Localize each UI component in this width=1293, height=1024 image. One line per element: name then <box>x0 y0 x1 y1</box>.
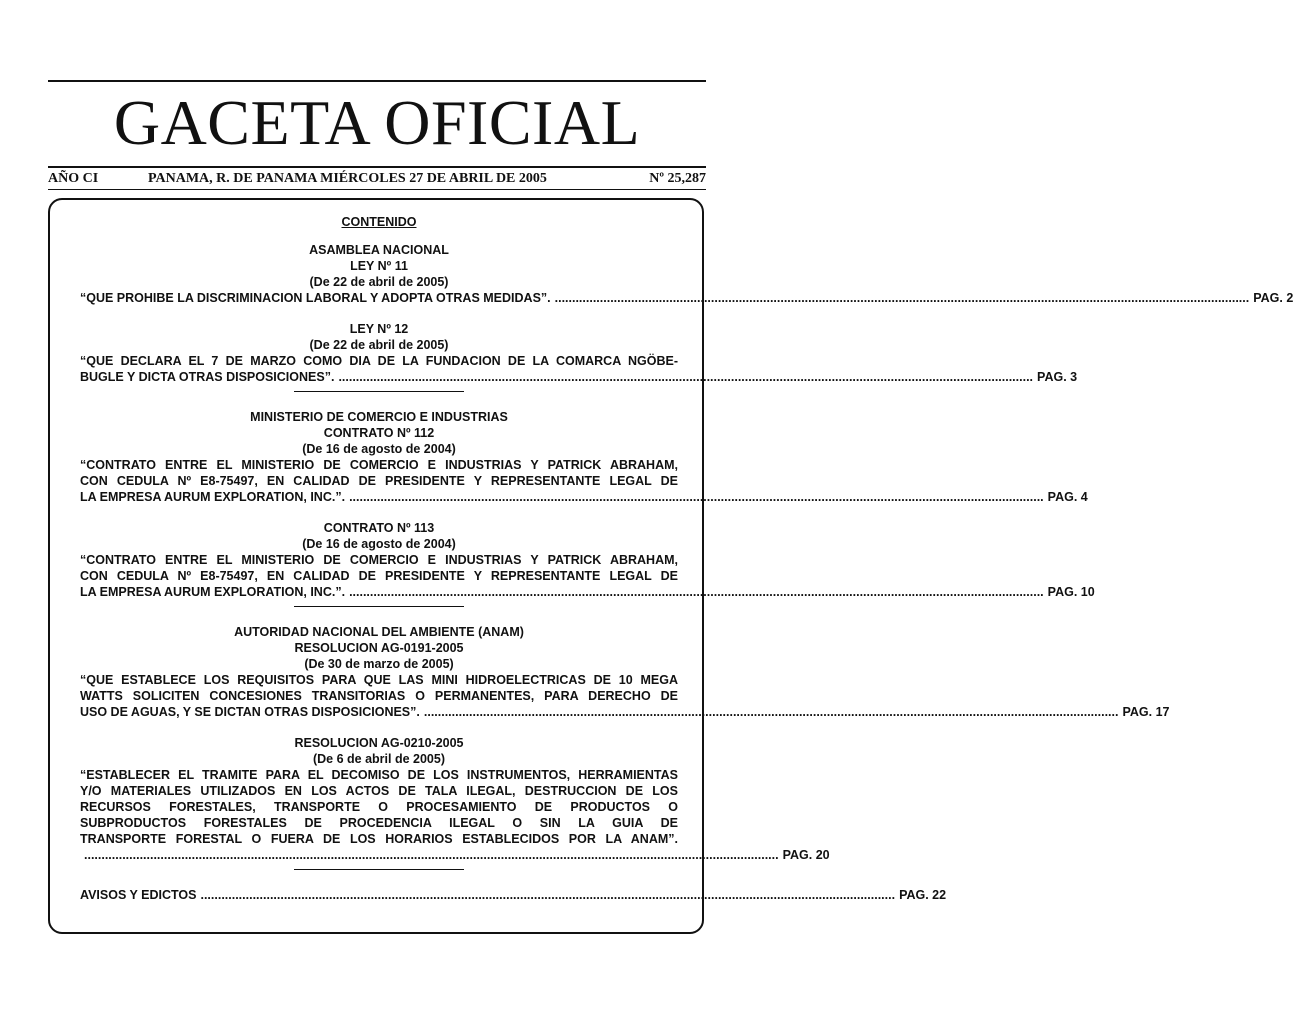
item-page-ref: PAG. 20 <box>782 848 830 862</box>
section-divider <box>294 391 464 392</box>
issue-info-bar <box>48 169 706 189</box>
item-page-ref: PAG. 17 <box>1122 705 1170 719</box>
item-date: (De 30 de marzo de 2005) <box>304 657 454 671</box>
section-divider <box>294 869 464 870</box>
item-page-line <box>80 489 1088 505</box>
item-title: CONTRATO Nº 112 <box>323 426 435 440</box>
info-rule <box>48 189 706 190</box>
section-institution: MINISTERIO DE COMERCIO E INDUSTRIAS <box>250 410 508 424</box>
dot-leader: ........................................................................................................................................................................................................ <box>84 848 779 862</box>
item-date: (De 16 de agosto de 2004) <box>302 442 456 456</box>
item-date: (De 16 de agosto de 2004) <box>302 537 456 551</box>
avisos-line <box>80 887 947 903</box>
item-description-end: LA EMPRESA AURUM EXPLORATION, INC.”. <box>80 585 346 599</box>
item-title: RESOLUCION AG-0191-2005 <box>294 641 464 655</box>
item-date: (De 6 de abril de 2005) <box>312 752 445 766</box>
issue-year: AÑO CI <box>48 171 99 186</box>
item-description-end: USO DE AGUAS, Y SE DICTAN OTRAS DISPOSICIONES”. <box>80 705 420 719</box>
item-page-ref: PAG. 2 <box>1253 291 1293 305</box>
contents-heading: CONTENIDO <box>341 215 417 229</box>
item-spacer <box>80 505 678 520</box>
item-description-line: “CONTRATO ENTRE EL MINISTERIO DE COMERCIO E INDUSTRIAS Y PATRICK ABRAHAM, <box>80 458 678 472</box>
top-rule <box>48 80 706 82</box>
section-institution: ASAMBLEA NACIONAL <box>309 243 449 257</box>
item-page-ref: PAG. 4 <box>1047 490 1088 504</box>
gazette-title: GACETA OFICIAL <box>113 87 641 158</box>
item-spacer <box>80 720 678 735</box>
item-page-ref: PAG. 3 <box>1037 370 1078 384</box>
item-description-line: “QUE DECLARA EL 7 DE MARZO COMO DIA DE LA FUNDACION DE LA COMARCA NGÖBE- <box>80 354 678 368</box>
item-description-line: “ESTABLECER EL TRAMITE PARA EL DECOMISO DE LOS INSTRUMENTOS, HERRAMIENTAS <box>80 768 678 782</box>
item-page-line <box>80 847 830 863</box>
avisos-label: AVISOS Y EDICTOS <box>80 888 197 902</box>
item-page-line <box>80 290 1293 306</box>
item-page-line <box>80 584 1095 600</box>
item-description-line: WATTS SOLICITEN CONCESIONES TRANSITORIAS O PERMANENTES, PARA DERECHO DE <box>80 689 678 703</box>
item-description-end: BUGLE Y DICTA OTRAS DISPOSICIONES”. <box>80 370 335 384</box>
section-divider <box>294 606 464 607</box>
item-title: RESOLUCION AG-0210-2005 <box>294 736 464 750</box>
item-page-ref: PAG. 10 <box>1047 585 1095 599</box>
item-page-line <box>80 369 1078 385</box>
dot-leader: ........................................................................................................................................................................................................ <box>423 705 1119 719</box>
item-description-line: SUBPRODUCTOS FORESTALES DE PROCEDENCIA ILEGAL O SIN LA GUIA DE <box>80 816 678 830</box>
dot-leader: ........................................................................................................................................................................................................ <box>200 888 896 902</box>
item-spacer <box>80 306 678 321</box>
item-title: LEY Nº 11 <box>350 259 408 273</box>
item-description-line: Y/O MATERIALES UTILIZADOS EN LOS ACTOS DE TALA ILEGAL, DESTRUCCION DE LOS <box>80 784 678 798</box>
dot-leader: ........................................................................................................................................................................................................ <box>554 291 1250 305</box>
masthead-rule <box>48 166 706 168</box>
item-description-line: CON CEDULA Nº E8-75497, EN CALIDAD DE PRESIDENTE Y REPRESENTANTE LEGAL DE <box>80 474 678 488</box>
issue-number: Nº 25,287 <box>649 171 706 186</box>
item-description-line: “CONTRATO ENTRE EL MINISTERIO DE COMERCIO E INDUSTRIAS Y PATRICK ABRAHAM, <box>80 553 678 567</box>
dot-leader: ........................................................................................................................................................................................................ <box>349 490 1044 504</box>
item-title: LEY Nº 12 <box>349 322 409 336</box>
item-description-line: CON CEDULA Nº E8-75497, EN CALIDAD DE PRESIDENTE Y REPRESENTANTE LEGAL DE <box>80 569 678 583</box>
table-of-contents <box>80 214 1293 903</box>
item-description-line: RECURSOS FORESTALES, TRANSPORTE O PROCESAMIENTO DE PRODUCTOS O <box>80 800 678 814</box>
avisos-page-ref: PAG. 22 <box>899 888 947 902</box>
section-institution: AUTORIDAD NACIONAL DEL AMBIENTE (ANAM) <box>234 625 524 639</box>
item-title: CONTRATO Nº 113 <box>323 521 435 535</box>
item-description-line: “QUE ESTABLECE LOS REQUISITOS PARA QUE LAS MINI HIDROELECTRICAS DE 10 MEGA <box>80 673 678 687</box>
item-description-line: TRANSPORTE FORESTAL O FUERA DE LOS HORARIOS ESTABLECIDOS POR LA ANAM”. <box>80 832 678 846</box>
item-description-end: “QUE PROHIBE LA DISCRIMINACION LABORAL Y ADOPTA OTRAS MEDIDAS”. <box>80 291 551 305</box>
issue-place-date: PANAMA, R. DE PANAMA MIÉRCOLES 27 DE ABRIL DE 2005 <box>148 171 547 186</box>
item-date: (De 22 de abril de 2005) <box>309 275 449 289</box>
item-description-end: LA EMPRESA AURUM EXPLORATION, INC.”. <box>80 490 346 504</box>
dot-leader: ........................................................................................................................................................................................................ <box>349 585 1044 599</box>
item-page-line <box>80 704 1170 720</box>
item-date: (De 22 de abril de 2005) <box>309 338 449 352</box>
dot-leader: ........................................................................................................................................................................................................ <box>338 370 1034 384</box>
